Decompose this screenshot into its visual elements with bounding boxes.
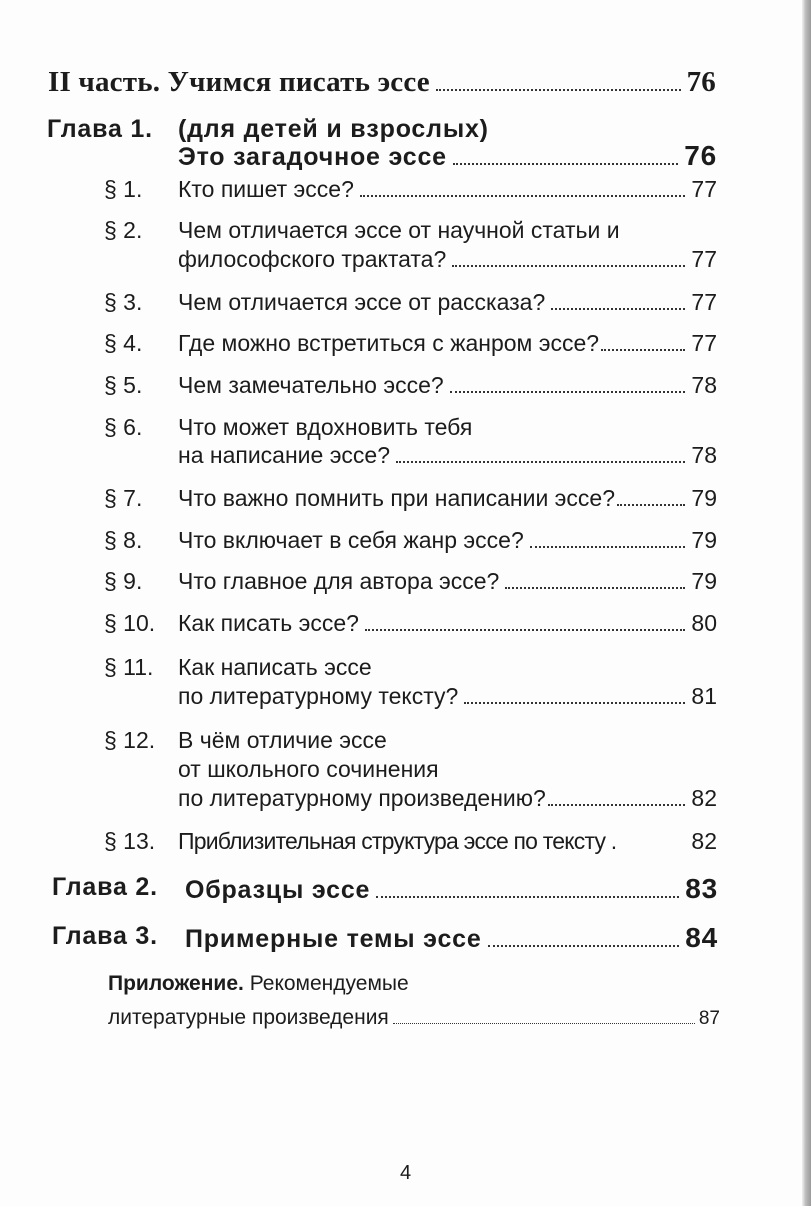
toc-part-title: II часть. Учимся писать эссе [48,66,430,98]
toc-appendix-entry[interactable] [108,1006,720,1030]
section-number: § 8. [104,527,143,553]
section-number: § 11. [104,654,154,680]
toc-chapter-1-title: Это загадочное эссе [178,143,447,171]
toc-page-number: 76 [686,66,716,98]
toc-page-number: 82 [691,828,717,854]
section-number: § 3. [104,289,143,315]
section-number: § 7. [104,485,143,511]
dot-leader [453,159,678,165]
section-title: Что может вдохновить тебя [178,414,473,440]
dot-leader [618,845,689,849]
toc-appendix-label: Приложение. [108,972,244,995]
toc-chapter-2-entry[interactable] [185,873,718,905]
section-title: Чем замечательно эссе? [178,372,444,398]
dot-leader [551,304,685,310]
dot-leader [436,85,681,91]
section-title: Как писать эссе? [178,610,359,636]
toc-page-number: 87 [698,1008,720,1029]
dot-leader [601,345,685,351]
toc-chapter-2-title: Образцы эссе [185,876,371,904]
dot-leader [505,583,685,589]
toc-chapter-3-entry[interactable] [185,922,718,954]
toc-chapter-2-label: Глава 2. [52,873,158,901]
toc-page-number: 77 [691,289,717,315]
toc-page-number: 78 [691,372,717,398]
toc-appendix-heading [108,972,409,996]
toc-page-number: 79 [691,485,717,511]
section-title-cont: философского трактата? [178,246,447,272]
section-number: § 4. [104,330,143,356]
section-number: § 6. [104,414,143,440]
toc-page-number: 79 [691,568,717,594]
section-number: § 5. [104,372,143,398]
toc-appendix-subtitle: Рекомендуемые [249,972,409,995]
toc-page-number: 76 [684,140,717,171]
toc-page-number: 79 [691,527,717,553]
section-title: В чём отличие эссе [178,727,387,753]
section-title: Что включает в себя жанр эссе? [178,527,524,553]
toc-appendix-title: литературные произведения [108,1006,389,1029]
toc-page-number: 84 [685,922,718,953]
section-title-cont: по литературному произведению? [178,785,546,811]
section-title: Чем отличается эссе от научной статьи и [178,217,620,243]
dot-leader [360,191,686,197]
toc-page-number: 82 [691,785,717,811]
toc-chapter-1-entry[interactable] [178,140,717,172]
section-title: Что важно помнить при написании эссе? [178,485,615,511]
toc-page-number: 81 [691,683,717,709]
dot-leader [376,892,679,898]
section-title-cont: на написание эссе? [178,442,391,468]
section-number: § 13. [104,828,156,854]
dot-leader [617,500,685,506]
section-title-cont: от школьного сочинения [178,756,439,782]
section-title: Чем отличается эссе от рассказа? [178,289,546,315]
page-edge-shadow [802,0,811,1206]
toc-chapter-1-subtitle: (для детей и взрослых) [178,115,489,143]
dot-leader [365,625,685,631]
section-title: Где можно встретиться с жанром эссе? [178,330,600,356]
dot-leader [548,800,686,806]
toc-page-number: 77 [691,330,717,356]
dot-leader [452,261,685,267]
toc-page-number: 78 [691,442,717,468]
section-title: Что главное для автора эссе? [178,568,500,594]
section-number: § 12. [104,727,156,753]
page-number: 4 [399,1162,412,1184]
dot-leader [450,387,686,393]
dot-leader [393,1019,695,1024]
section-title: Кто пишет эссе? [178,176,354,202]
toc-page-number: 77 [691,246,717,272]
toc-page-number: 83 [685,873,718,904]
dot-leader [530,542,686,548]
dot-leader [488,941,680,947]
toc-part-entry[interactable] [48,66,716,99]
toc-chapter-1-label: Глава 1. [47,115,153,143]
section-title: Приблизительная структура эссе по тексту . [178,828,617,854]
dot-leader [396,457,685,463]
section-number: § 9. [104,568,143,594]
toc-chapter-3-label: Глава 3. [52,922,158,950]
section-number: § 1. [104,176,143,202]
section-number: § 2. [104,217,143,243]
toc-chapter-3-title: Примерные темы эссе [185,925,482,953]
section-title: Как написать эссе [178,654,372,680]
section-number: § 10. [104,610,156,636]
toc-page-number: 80 [691,610,717,636]
section-title-cont: по литературному тексту? [178,683,459,709]
toc-page-number: 77 [691,176,717,202]
dot-leader [464,698,685,704]
